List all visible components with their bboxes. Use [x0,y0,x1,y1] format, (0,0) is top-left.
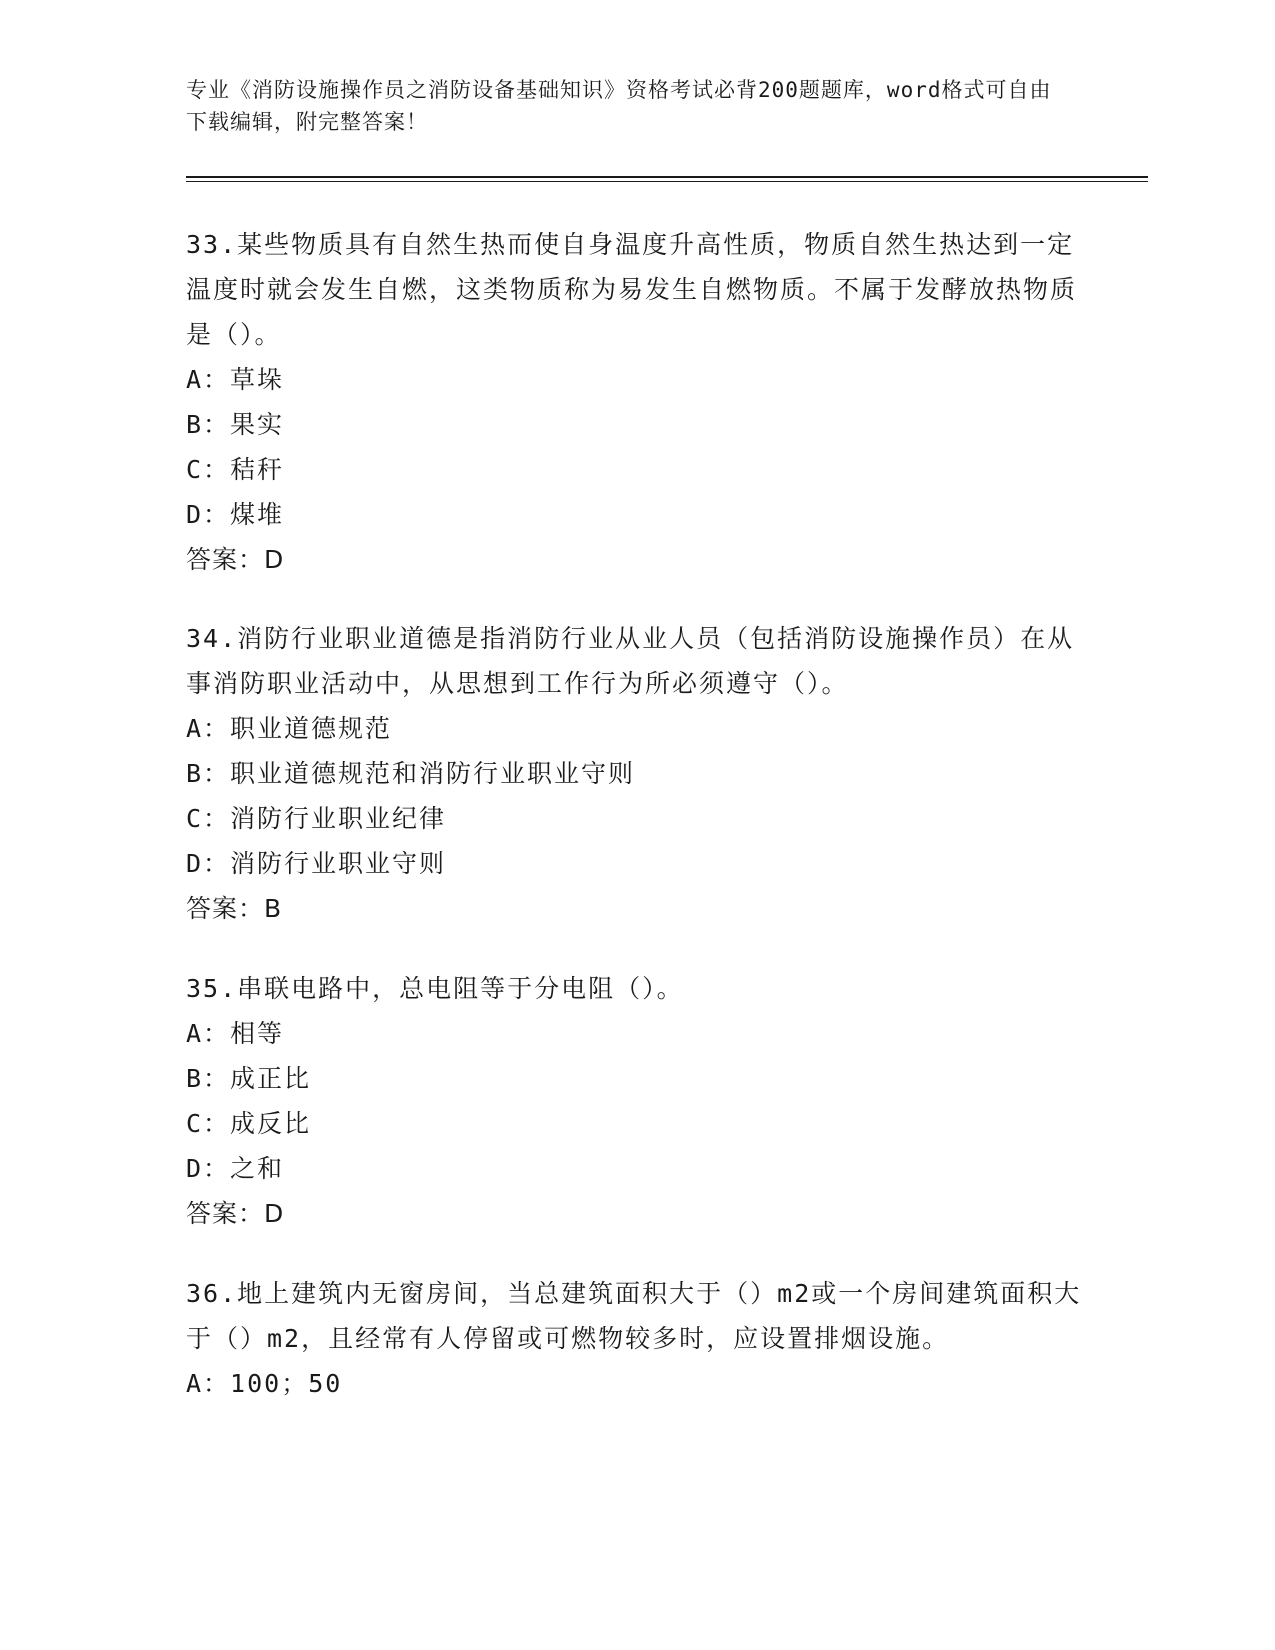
option-b: B：成正比 [186,1064,312,1093]
header-divider-thick [186,176,1148,178]
question-text: 34.消防行业职业道德是指消防行业从业人员（包括消防设施操作员）在从事消防职业活动中，从思想到工作行为所必须遵守（）。 [186,624,1075,698]
option-b: B：果实 [186,410,285,439]
option-d: D：煤堆 [186,500,285,529]
option-c: C：成反比 [186,1109,312,1138]
question-35 [186,966,1086,1236]
option-d: D：消防行业职业守则 [186,849,447,878]
document-header: 专业《消防设施操作员之消防设备基础知识》资格考试必背200题题库，word格式可自由下载编辑，附完整答案！ [186,78,1052,134]
option-c: C：秸秆 [186,455,285,484]
question-text: 36.地上建筑内无窗房间，当总建筑面积大于（）m2或一个房间建筑面积大于（）m2，且经常有人停留或可燃物较多时，应设置排烟设施。 [186,1279,1082,1353]
option-b: B：职业道德规范和消防行业职业守则 [186,759,636,788]
answer: 答案：D [186,545,285,574]
question-34 [186,616,1086,931]
question-36 [186,1271,1086,1406]
option-a: A：100；50 [186,1369,343,1398]
option-a: A：职业道德规范 [186,714,393,743]
header-divider-thin [186,181,1148,182]
option-a: A：相等 [186,1019,285,1048]
question-text: 35.串联电路中，总电阻等于分电阻（）。 [186,974,684,1003]
answer: 答案：D [186,1199,285,1228]
option-d: D：之和 [186,1154,285,1183]
answer: 答案：B [186,894,283,923]
option-a: A：草垛 [186,365,285,394]
option-c: C：消防行业职业纪律 [186,804,447,833]
question-text: 33.某些物质具有自然生热而使自身温度升高性质，物质自然生热达到一定温度时就会发生自燃，这类物质称为易发生自燃物质。不属于发酵放热物质是（）。 [186,230,1078,349]
question-33 [186,222,1086,582]
